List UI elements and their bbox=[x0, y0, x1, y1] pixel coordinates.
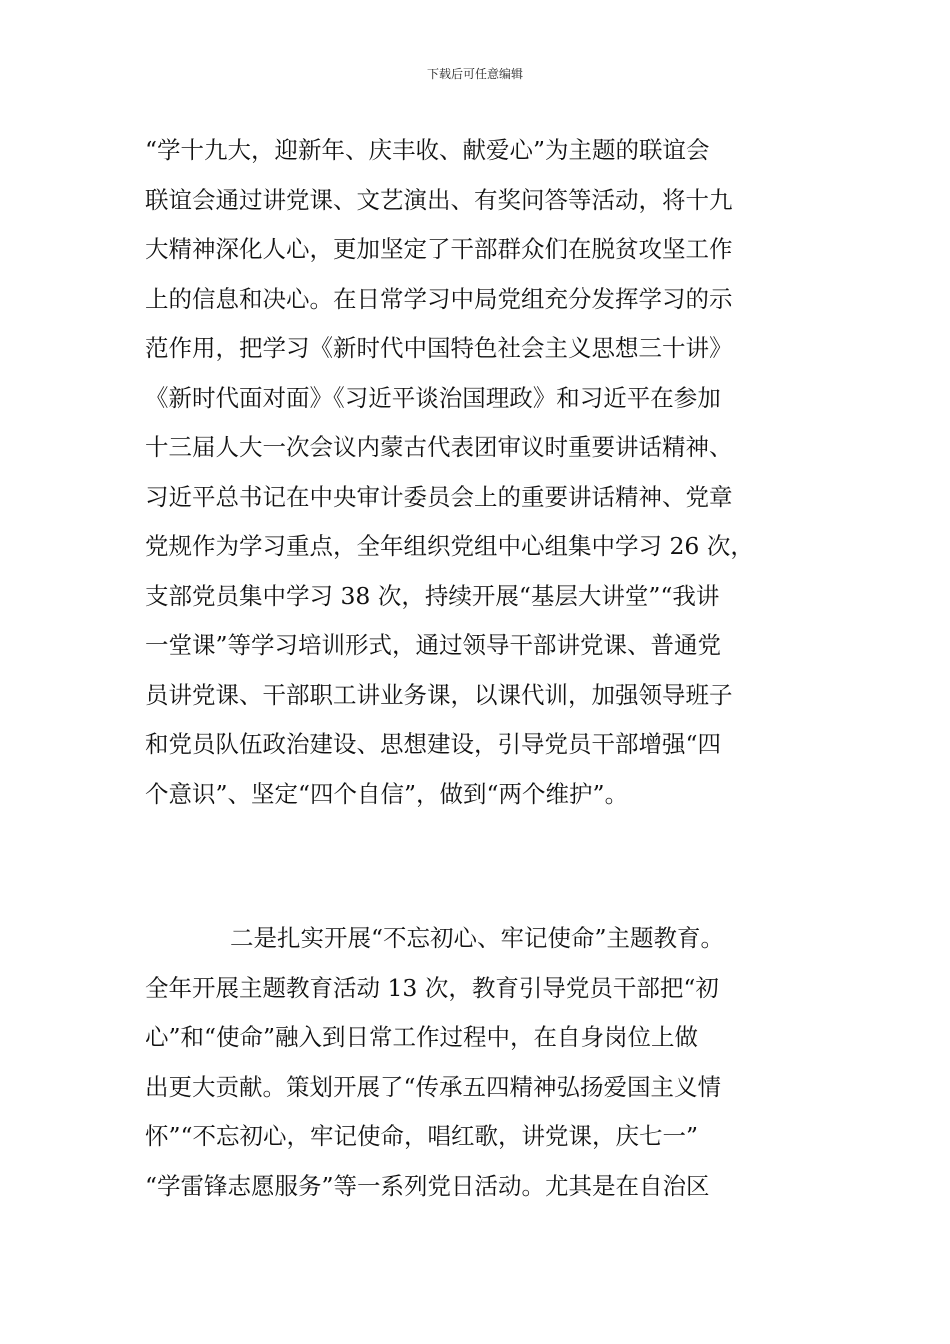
text-line: 员讲党课、干部职工讲业务课，以课代训，加强领导班子 bbox=[145, 680, 733, 709]
text-line: 个意识”、坚定“四个自信”，做到“两个维护”。 bbox=[145, 779, 629, 808]
paragraph-1 bbox=[145, 126, 815, 819]
text-line: 全年开展主题教育活动 13 次，教育引导党员干部把“初 bbox=[145, 973, 719, 1002]
text-line: 上的信息和决心。在日常学习中局党组充分发挥学习的示 bbox=[145, 284, 733, 313]
text-line: 《新时代面对面》《习近平谈治国理政》和习近平在参加 bbox=[145, 383, 721, 412]
paragraph-2 bbox=[145, 914, 815, 1211]
text-line: 十三届人大一次会议内蒙古代表团审议时重要讲话精神、 bbox=[145, 433, 733, 461]
text-line: 出更大贡献。策划开展了“传承五四精神弘扬爱国主义情 bbox=[145, 1072, 722, 1101]
text-line: 党规作为学习重点，全年组织党组中心组集中学习 26 次， bbox=[145, 532, 754, 560]
text-line: 范作用，把学习《新时代中国特色社会主义思想三十讲》 bbox=[145, 334, 733, 362]
text-line: 大精神深化人心，更加坚定了干部群众们在脱贫攻坚工作 bbox=[145, 235, 733, 263]
page-header: 下载后可任意编辑 bbox=[426, 67, 523, 81]
text-line: 怀”“不忘初心，牢记使命，唱红歌，讲党课，庆七一” bbox=[145, 1122, 699, 1150]
text-line: 二是扎实开展“不忘初心、牢记使命”主题教育。 bbox=[230, 924, 725, 952]
text-line: 习近平总书记在中央审计委员会上的重要讲话精神、党章 bbox=[145, 482, 733, 511]
text-line: 和党员队伍政治建设、思想建设，引导党员干部增强“四 bbox=[145, 730, 722, 758]
text-line: “学雷锋志愿服务”等一系列党日活动。尤其是在自治区 bbox=[145, 1171, 710, 1200]
text-line: “学十九大，迎新年、庆丰收、献爱心”为主题的联谊会 bbox=[145, 136, 710, 164]
text-line: 心”和“使命”融入到日常工作过程中，在自身岗位上做 bbox=[145, 1023, 699, 1051]
text-line: 联谊会通过讲党课、文艺演出、有奖问答等活动，将十九 bbox=[145, 185, 733, 214]
text-line: 一堂课”等学习培训形式，通过领导干部讲党课、普通党 bbox=[145, 631, 722, 659]
text-line: 支部党员集中学习 38 次，持续开展“基层大讲堂”“我讲 bbox=[145, 581, 720, 610]
